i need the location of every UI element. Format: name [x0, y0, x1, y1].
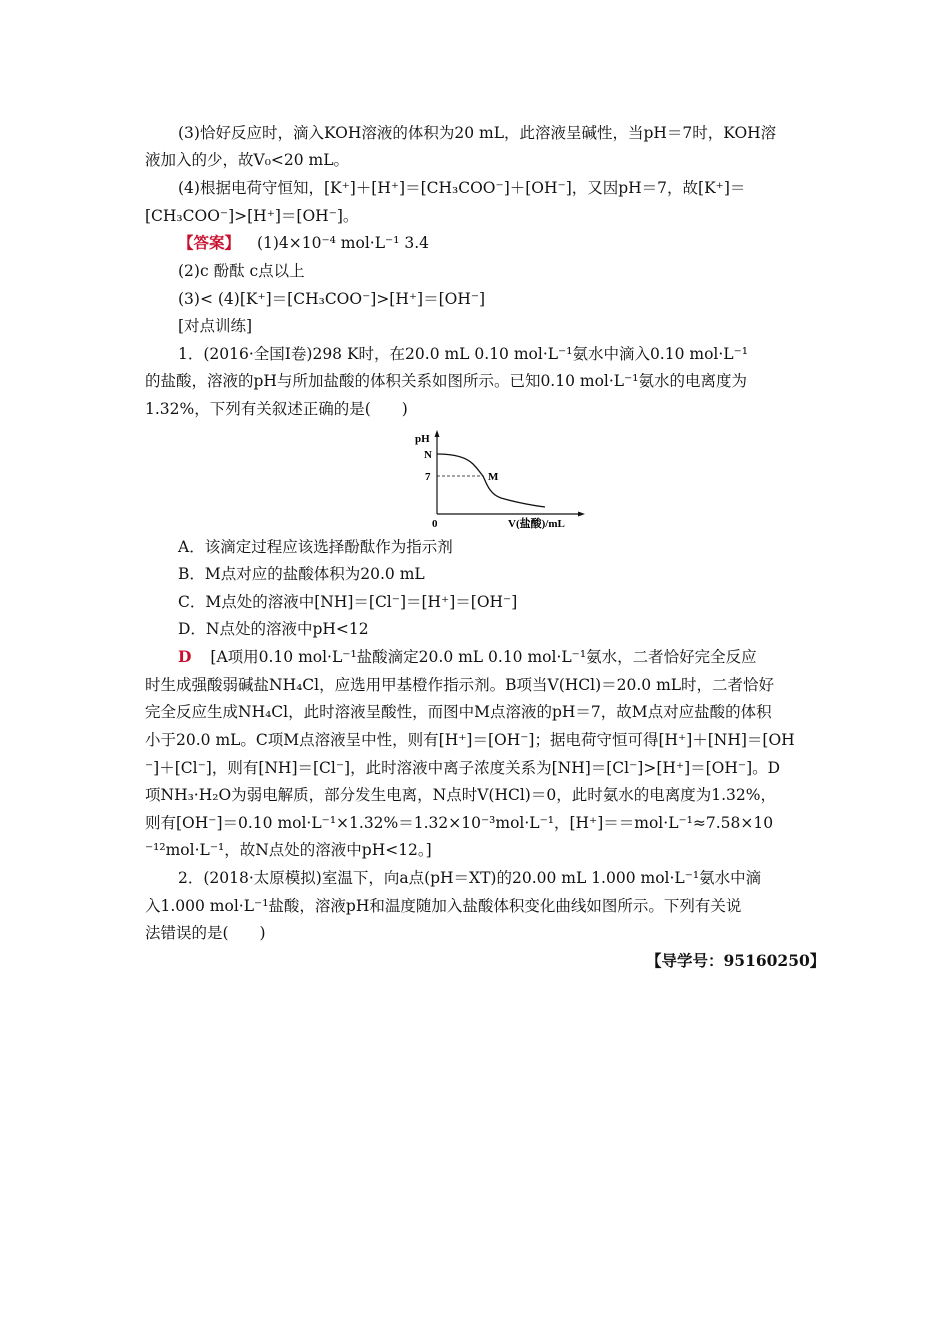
solution-line: 项NH₃·H₂O为弱电解质，部分发生电离，N点时V(HCl)＝0，此时氨水的电离度为1.32%，	[145, 786, 776, 804]
answer-label: 【答案】	[178, 233, 241, 252]
text-line: (4)根据电荷守恒知，[K⁺]＋[H⁺]＝[CH₃COO⁻]＋[OH⁻]，又因pH＝7，故[K⁺]＝	[178, 179, 746, 197]
solution-line: 完全反应生成NH₄Cl，此时溶液呈酸性，而图中M点溶液的pH＝7，故M点对应盐酸的体积	[145, 703, 772, 721]
text-line: 液加入的少，故V₀<20 mL。	[145, 151, 350, 169]
x-axis-label: V(盐酸)/mL	[508, 518, 565, 530]
n-point-label: N	[424, 449, 432, 461]
text-line: (3)恰好反应时，滴入KOH溶液的体积为20 mL，此溶液呈碱性，当pH＝7时，KOH溶	[178, 124, 777, 142]
text-line: [CH₃COO⁻]>[H⁺]＝[OH⁻]。	[145, 207, 359, 225]
option-d: D．N点处的溶液中pH<12	[178, 620, 369, 638]
solution-line: 时生成强酸弱碱盐NH₄Cl，应选用甲基橙作指示剂。B项当V(HCl)＝20.0 mL时，二者恰好	[145, 676, 775, 694]
question-line: 的盐酸，溶液的pH与所加盐酸的体积关系如图所示。已知0.10 mol·L⁻¹氨水的电离度为	[145, 372, 747, 390]
x-axis-arrow	[578, 512, 585, 517]
answer-text: (1)4×10⁻⁴ mol·L⁻¹ 3.4	[256, 234, 429, 252]
text-line: (2)c 酚酞 c点以上	[178, 262, 305, 280]
tick-label-7: 7	[425, 471, 431, 483]
question-line: 1.32%，下列有关叙述正确的是( )	[145, 400, 408, 418]
solution-line	[178, 647, 757, 667]
m-point-label: M	[488, 471, 499, 483]
ph-titration-figure	[405, 428, 585, 530]
section-heading: [对点训练]	[178, 317, 253, 335]
solution-line: 小于20.0 mL。C项M点溶液呈中性，则有[H⁺]＝[OH⁻]；据电荷守恒可得[H⁺]＋[NH]＝[OH	[145, 731, 795, 749]
question-line: 法错误的是( )	[145, 924, 266, 942]
option-a: A．该滴定过程应该选择酚酞作为指示剂	[178, 538, 453, 556]
solution-text: [A项用0.10 mol·L⁻¹盐酸滴定20.0 mL 0.10 mol·L⁻¹氨水，二者恰好完全反应	[210, 648, 757, 666]
solution-line: ⁻]＋[Cl⁻]，则有[NH]＝[Cl⁻]，此时溶液中离子浓度关系为[NH]＝[Cl⁻]>[H⁺]＝[OH⁻]。D	[145, 759, 781, 777]
y-axis-arrow	[435, 430, 440, 437]
question-line: 入1.000 mol·L⁻¹盐酸，溶液pH和温度随加入盐酸体积变化曲线如图所示。下列有关说	[145, 897, 742, 915]
answer-line	[178, 233, 429, 253]
solution-line: ⁻¹²mol·L⁻¹，故N点处的溶液中pH<12。]	[145, 841, 432, 859]
guide-number: 【导学号：95160250】	[646, 951, 826, 970]
question-line: 1．(2016·全国Ⅰ卷)298 K时，在20.0 mL 0.10 mol·L⁻¹氨水中滴入0.10 mol·L⁻¹	[178, 345, 748, 363]
origin-label: 0	[432, 518, 438, 530]
option-c: C．M点处的溶液中[NH]＝[Cl⁻]＝[H⁺]＝[OH⁻]	[178, 593, 518, 611]
y-axis-label: pH	[415, 433, 430, 445]
answer-letter: D	[178, 647, 192, 666]
option-b: B．M点对应的盐酸体积为20.0 mL	[178, 565, 425, 583]
solution-line: 则有[OH⁻]＝0.10 mol·L⁻¹×1.32%＝1.32×10⁻³mol·L⁻¹，[H⁺]＝＝mol·L⁻¹≈7.58×10	[145, 814, 774, 832]
text-line: (3)< (4)[K⁺]＝[CH₃COO⁻]>[H⁺]＝[OH⁻]	[178, 290, 486, 308]
question-line: 2．(2018·太原模拟)室温下，向a点(pH＝XT)的20.00 mL 1.000 mol·L⁻¹氨水中滴	[178, 869, 762, 887]
